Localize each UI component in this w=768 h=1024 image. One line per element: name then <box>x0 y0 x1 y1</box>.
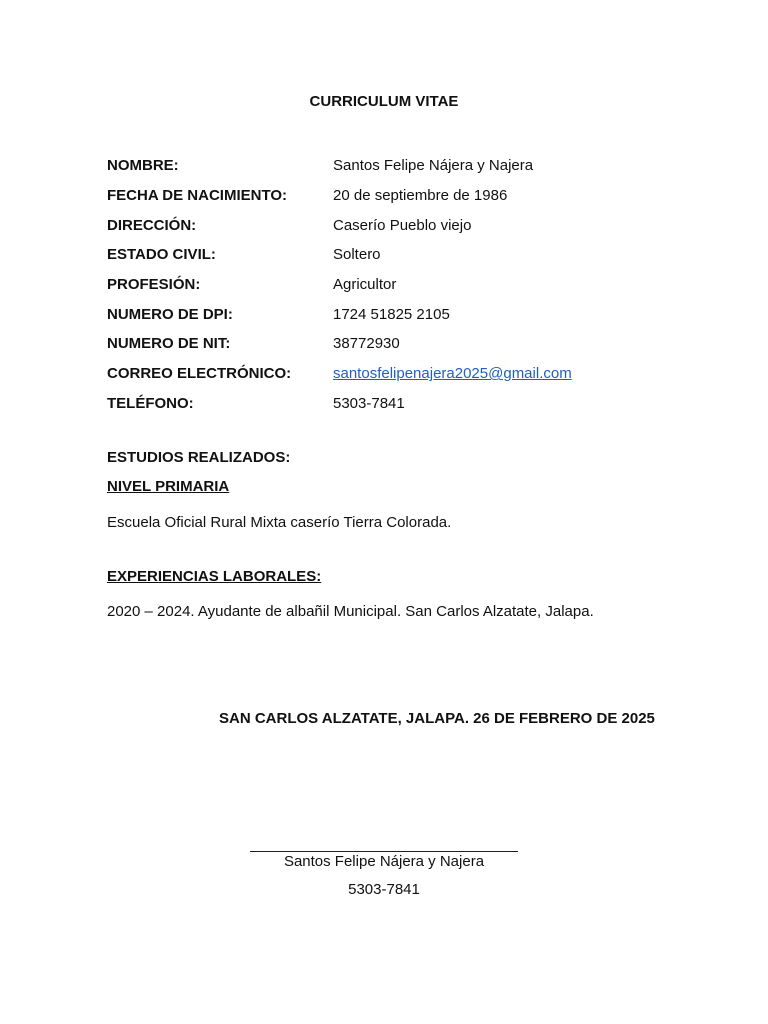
info-value: 20 de septiembre de 1986 <box>333 187 508 205</box>
info-row-nombre <box>107 151 572 181</box>
page-title: CURRICULUM VITAE <box>309 93 459 110</box>
info-label: ESTADO CIVIL: <box>107 246 216 264</box>
info-label: FECHA DE NACIMIENTO: <box>107 187 287 205</box>
info-row-estado-civil <box>107 240 572 270</box>
info-row-profesion <box>107 270 572 300</box>
experience-entry: 2020 – 2024. Ayudante de albañil Municipal. San Carlos Alzatate, Jalapa. <box>107 603 594 620</box>
studies-school: Escuela Oficial Rural Mixta caserío Tierra Colorada. <box>107 514 452 531</box>
info-value: Santos Felipe Nájera y Najera <box>333 157 534 175</box>
info-value: Agricultor <box>333 276 397 294</box>
info-value: Caserío Pueblo viejo <box>333 216 472 234</box>
studies-heading: ESTUDIOS REALIZADOS: <box>107 449 291 466</box>
info-label: NOMBRE: <box>107 157 179 175</box>
info-row-direccion <box>107 210 572 240</box>
info-value: 38772930 <box>333 335 400 353</box>
info-value: Soltero <box>333 246 381 264</box>
signature-name: Santos Felipe Nájera y Najera <box>283 853 485 870</box>
info-label: NUMERO DE DPI: <box>107 305 233 323</box>
info-label: NUMERO DE NIT: <box>107 335 231 353</box>
info-value: 1724 51825 2105 <box>333 305 450 323</box>
info-label: PROFESIÓN: <box>107 276 201 294</box>
place-date: SAN CARLOS ALZATATE, JALAPA. 26 DE FEBRERO DE 2025 <box>219 710 655 727</box>
info-label: CORREO ELECTRÓNICO: <box>107 365 292 383</box>
email-link[interactable]: santosfelipenajera2025@gmail.com <box>333 365 572 383</box>
signature-phone: 5303-7841 <box>348 881 420 898</box>
experience-heading: EXPERIENCIAS LABORALES: <box>107 568 322 585</box>
info-row-telefono <box>107 389 572 419</box>
info-row-fecha-nacimiento <box>107 181 572 211</box>
info-label: DIRECCIÓN: <box>107 216 197 234</box>
info-row-nit <box>107 329 572 359</box>
info-label: TELÉFONO: <box>107 394 194 412</box>
info-value: 5303-7841 <box>333 394 405 412</box>
signature-line <box>250 851 518 852</box>
info-row-correo <box>107 359 572 389</box>
personal-info-table <box>107 151 572 418</box>
info-row-dpi <box>107 299 572 329</box>
studies-level: NIVEL PRIMARIA <box>107 478 230 495</box>
